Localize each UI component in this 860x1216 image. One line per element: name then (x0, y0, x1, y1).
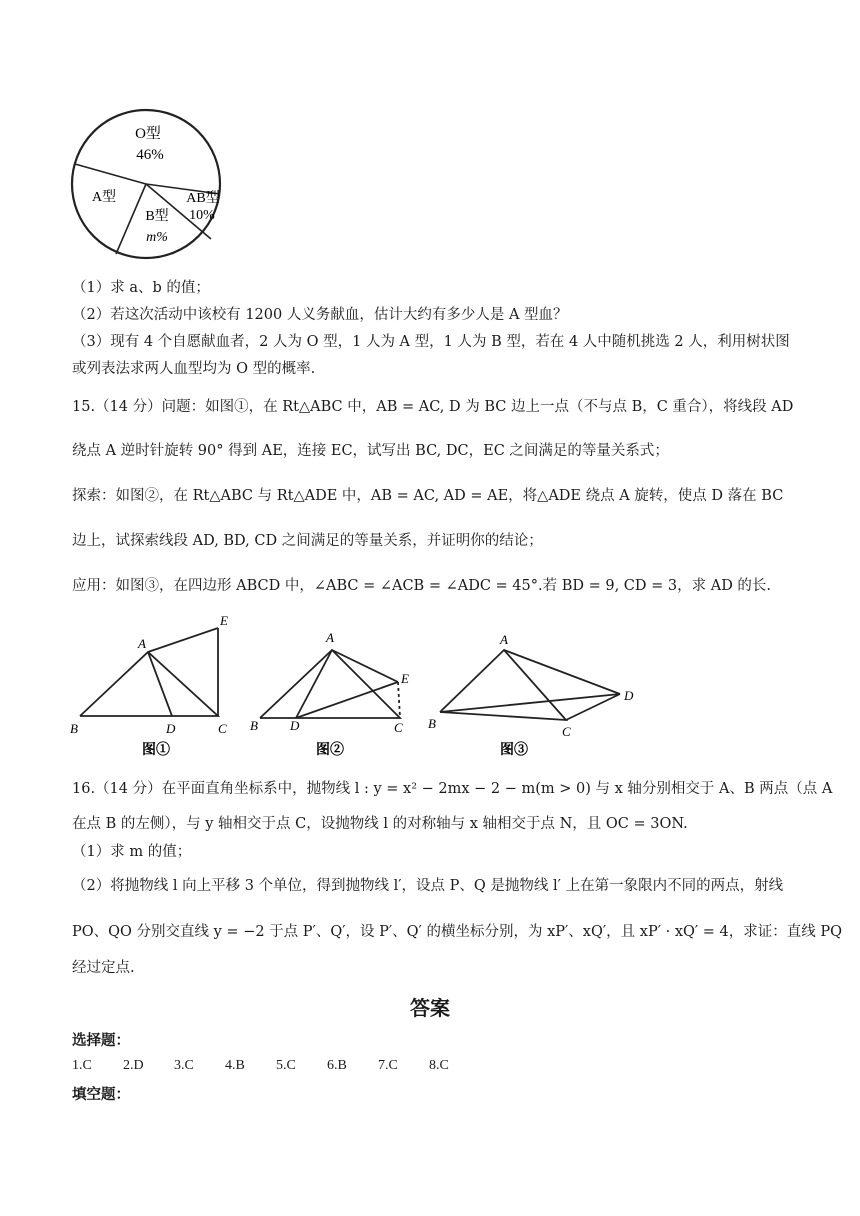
q16-line6: 经过定点. (72, 960, 135, 976)
answer-item: 2.D (123, 1058, 144, 1073)
svg-text:E: E (401, 671, 409, 686)
q16-line2: 在点 B 的左侧），与 y 轴相交于点 C，设抛物线 l 的对称轴与 x 轴相交于点 N，且 OC = 3ON. (72, 816, 688, 832)
svg-text:B: B (428, 716, 436, 731)
answer-item: 1.C (72, 1058, 92, 1073)
pie-divider-a-o (75, 164, 146, 184)
figure-3 (426, 628, 646, 762)
q16-line4: （2）将抛物线 l 向上平移 3 个单位，得到抛物线 l′，设点 P、Q 是抛物线 l′ 上在第一象限内不同的两点，射线 (72, 878, 784, 894)
pie-divider-b-a (116, 184, 146, 254)
svg-text:D: D (166, 721, 176, 736)
svg-text:A: A (138, 636, 146, 651)
slice-label-ab: AB型 (186, 191, 220, 206)
answer-item: 8.C (429, 1058, 449, 1073)
slice-value-ab: 10% (189, 208, 215, 223)
figure-2 (246, 626, 426, 762)
q15-line1: 15.（14 分）问题：如图①，在 Rt△ABC 中，AB = AC, D 为 BC 边上一点（不与点 B，C 重合），将线段 AD (72, 399, 794, 415)
q15-line4: 边上，试探索线段 AD, BD, CD 之间满足的等量关系，并证明你的结论； (72, 533, 543, 549)
q14-part2: （2）若这次活动中该校有 1200 人义务献血，估计大约有多少人是 A 型血？ (72, 307, 568, 323)
svg-text:C: C (394, 720, 403, 735)
figure-3-caption: 图③ (500, 743, 528, 758)
svg-text:D: D (290, 718, 300, 733)
q15-line2: 绕点 A 逆时针旋转 90° 得到 AE，连接 EC，试写出 BC, DC，EC 之间满足的等量关系式； (72, 443, 669, 459)
q14-part3-line1: （3）现有 4 个自愿献血者，2 人为 O 型，1 人为 A 型，1 人为 B 型，若在 4 人中随机挑选 2 人，利用树状图 (72, 334, 790, 350)
svg-text:E: E (220, 613, 228, 628)
answer-item: 3.C (174, 1058, 194, 1073)
answer-item: 4.B (225, 1058, 245, 1073)
q16-line5: PO、QO 分别交直线 y = −2 于点 P′、Q′，设 P′、Q′ 的横坐标分别，为 xP′、xQ′，且 xP′ · xQ′ = 4，求证：直线 PQ (72, 924, 843, 940)
fill-section-label: 填空题： (72, 1086, 130, 1103)
q16-line3: （1）求 m 的值； (72, 844, 192, 860)
svg-text:C: C (562, 724, 571, 739)
q14-part3-line2: 或列表法求两人血型均为 O 型的概率. (72, 361, 316, 377)
svg-text:A: A (326, 630, 334, 645)
figure-1-caption: 图① (142, 743, 170, 758)
blood-type-pie-chart (66, 106, 236, 266)
figure-2-caption: 图② (316, 743, 344, 758)
svg-text:B: B (250, 718, 258, 733)
answer-title: 答案 (410, 996, 450, 1020)
svg-text:B: B (70, 721, 78, 736)
q16-line1: 16.（14 分）在平面直角坐标系中，抛物线 l : y = x² − 2mx − 2 − m(m > 0) 与 x 轴分别相交于 A、B 两点（点 A (72, 781, 833, 797)
choice-answers (72, 1058, 480, 1074)
q15-line5: 应用：如图③，在四边形 ABCD 中，∠ABC = ∠ACB = ∠ADC = 45°.若 BD = 9, CD = 3，求 AD 的长. (72, 578, 772, 594)
slice-value-o: 46% (136, 147, 164, 163)
svg-text:D: D (624, 688, 634, 703)
answer-item: 6.B (327, 1058, 347, 1073)
q15-line3: 探索：如图②，在 Rt△ABC 与 Rt△ADE 中，AB = AC, AD = AE，将△ADE 绕点 A 旋转，使点 D 落在 BC (72, 488, 784, 504)
choice-section-label: 选择题： (72, 1032, 130, 1049)
svg-text:C: C (218, 721, 227, 736)
slice-value-b: m% (146, 230, 168, 245)
slice-label-b: B型 (145, 209, 169, 224)
figure-1 (66, 612, 246, 762)
q14-part1: （1）求 a、b 的值； (72, 280, 210, 296)
answer-item: 5.C (276, 1058, 296, 1073)
slice-label-o: O型 (135, 126, 161, 142)
slice-label-a: A型 (91, 190, 117, 205)
svg-text:A: A (500, 632, 508, 647)
answer-item: 7.C (378, 1058, 398, 1073)
